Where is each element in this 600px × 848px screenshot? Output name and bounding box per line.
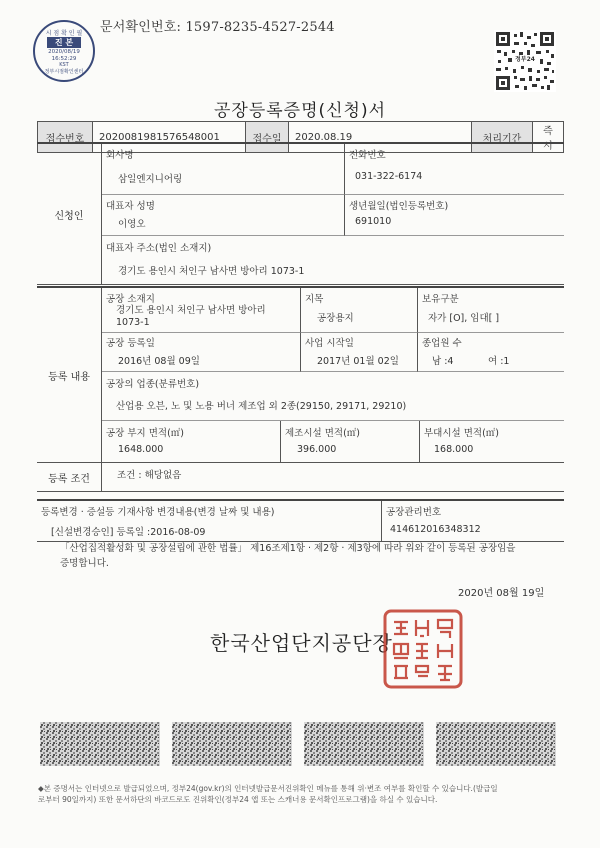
- certification-statement: [60, 541, 560, 571]
- company-label: 회사명: [106, 150, 134, 161]
- changes-label: 등록변경 · 증설등 기재사항 변경내용(변경 날짜 및 내용): [41, 507, 275, 518]
- condition-section-label: 등록 조건: [37, 463, 102, 491]
- changes-cell: [37, 501, 382, 541]
- registration-date: 2016년 08월 09일: [118, 356, 200, 367]
- mgmt-number: 414612016348312: [390, 524, 481, 535]
- factory-location-cell: [102, 288, 301, 333]
- condition-section: [37, 462, 564, 492]
- changes-section: [37, 499, 564, 542]
- land-category-cell: [301, 288, 418, 333]
- footer-notice: [38, 783, 566, 805]
- land-category-label: 지목: [305, 294, 324, 305]
- rep-label: 대표자 성명: [106, 201, 155, 212]
- stamp-timezone: KST: [59, 62, 69, 68]
- employees-cell: [418, 333, 564, 372]
- industry-cell: [102, 372, 564, 421]
- official-seal: [382, 608, 464, 690]
- stamp-top-text: 시 점 확 인 필: [45, 30, 83, 37]
- receipt-date-label: 접수일: [246, 122, 289, 153]
- site-area-label: 공장 부지 면적(㎡): [106, 428, 185, 439]
- time-verification-stamp: [33, 20, 95, 82]
- business-start-cell: [301, 333, 418, 372]
- ownership-cell: [418, 288, 564, 333]
- receipt-date: 2020.08.19: [289, 122, 472, 153]
- business-start-date: 2017년 01월 02일: [317, 356, 399, 367]
- rep-name: 이영오: [118, 219, 146, 230]
- processing-period-label: 처리기간: [472, 122, 533, 153]
- birth-label: 생년월일(법인등록번호): [349, 201, 449, 212]
- footer-line-1: ◆본 증명서는 인터넷으로 발급되었으며, 정부24(gov.kr)의 인터넷발급문서진위확인 메뉴를 통해 위·변조 여부를 확인할 수 있습니다.(발급일: [38, 784, 498, 793]
- stamp-time: 16:52:29: [51, 56, 77, 62]
- receipt-no-label: 접수번호: [38, 122, 93, 153]
- stamp-date: 2020/08/19: [48, 49, 80, 55]
- birth-value: 691010: [355, 216, 392, 227]
- business-start-label: 사업 시작일: [305, 338, 354, 349]
- address-label: 대표자 주소(법인 소재지): [106, 243, 212, 254]
- ownership-value: 자가 [O], 임대[ ]: [428, 313, 500, 324]
- company-name: 삼일엔지니어링: [118, 174, 183, 185]
- changes-value: [신설변경승인] 등록일 :2016-08-09: [51, 527, 206, 538]
- registration-date-cell: [102, 333, 301, 372]
- address-cell: [102, 236, 564, 284]
- official-seal-icon: [382, 608, 464, 690]
- condition-value: 조건 : 해당없음: [117, 470, 182, 481]
- mgmt-number-cell: [382, 501, 564, 541]
- processing-period: 즉시: [533, 122, 564, 153]
- phone-cell: [345, 144, 564, 195]
- receipt-no: 2020081981576548001: [93, 122, 246, 153]
- registration-date-label: 공장 등록일: [106, 338, 155, 349]
- stamp-bottom-text: 정부시점확인센터: [44, 69, 84, 75]
- qr-code: [494, 30, 556, 92]
- barcode-icon: [40, 720, 560, 768]
- address-value: 경기도 용인시 처인구 남사면 방아리 1073-1: [118, 266, 305, 277]
- industry-label: 공장의 업종(분류번호): [106, 379, 200, 390]
- aux-area: 168.000: [434, 444, 474, 455]
- registration-section-label: 등록 내용: [37, 288, 102, 462]
- statement-line-2: 증명합니다.: [60, 558, 109, 569]
- barcode-area: [40, 720, 560, 768]
- factory-location: 경기도 용인시 처인구 남사면 방아리 1073-1: [116, 305, 266, 328]
- employees-label: 종업원 수: [422, 338, 462, 349]
- industry-value: 산업용 오븐, 노 및 노용 버너 제조업 외 2종(29150, 29171, 29210): [116, 401, 407, 412]
- mfg-area-label: 제조시설 면적(㎡): [285, 428, 360, 439]
- aux-area-label: 부대시설 면적(㎡): [424, 428, 499, 439]
- employees-male: 남 :4: [432, 356, 454, 367]
- page-title: 공장등록증명(신청)서: [213, 101, 387, 121]
- mfg-area-cell: [281, 421, 420, 462]
- applicant-section-label: 신청인: [37, 144, 102, 284]
- aux-area-cell: [420, 421, 564, 462]
- employees-female: 여 :1: [488, 356, 510, 367]
- mgmt-number-label: 공장관리번호: [386, 507, 442, 518]
- land-category: 공장용지: [317, 313, 354, 324]
- issuer-name: 한국산업단지공단장: [210, 631, 393, 655]
- qr-center-label: 정부24: [515, 56, 535, 63]
- rep-cell: [102, 195, 345, 236]
- site-area: 1648.000: [118, 444, 164, 455]
- phone-number: 031-322-6174: [355, 171, 423, 182]
- document-confirmation-number: 문서확인번호: 1597-8235-4527-2544: [100, 20, 335, 35]
- applicant-section: [37, 142, 564, 285]
- phone-label: 전화번호: [349, 150, 386, 161]
- footer-line-2: 로부터 90일까지) 또한 문서하단의 바코드로도 진위확인(정부24 앱 또는 스캐너용 문서확인프로그램)을 하실 수 있습니다.: [38, 795, 438, 804]
- registration-section: [37, 286, 564, 463]
- statement-line-1: 「산업집적활성화 및 공장설립에 관한 법률」 제16조제1항 · 제2항 · 제3항에 따라 위와 같이 등록된 공장임을: [60, 543, 516, 554]
- factory-location-label: 공장 소재지: [106, 294, 155, 305]
- mfg-area: 396.000: [297, 444, 337, 455]
- ownership-label: 보유구분: [422, 294, 459, 305]
- birth-cell: [345, 195, 564, 236]
- issue-date: 2020년 08월 19일: [458, 588, 545, 599]
- stamp-original-label: 진 본: [47, 37, 81, 48]
- company-cell: [102, 144, 345, 195]
- site-area-cell: [102, 421, 281, 462]
